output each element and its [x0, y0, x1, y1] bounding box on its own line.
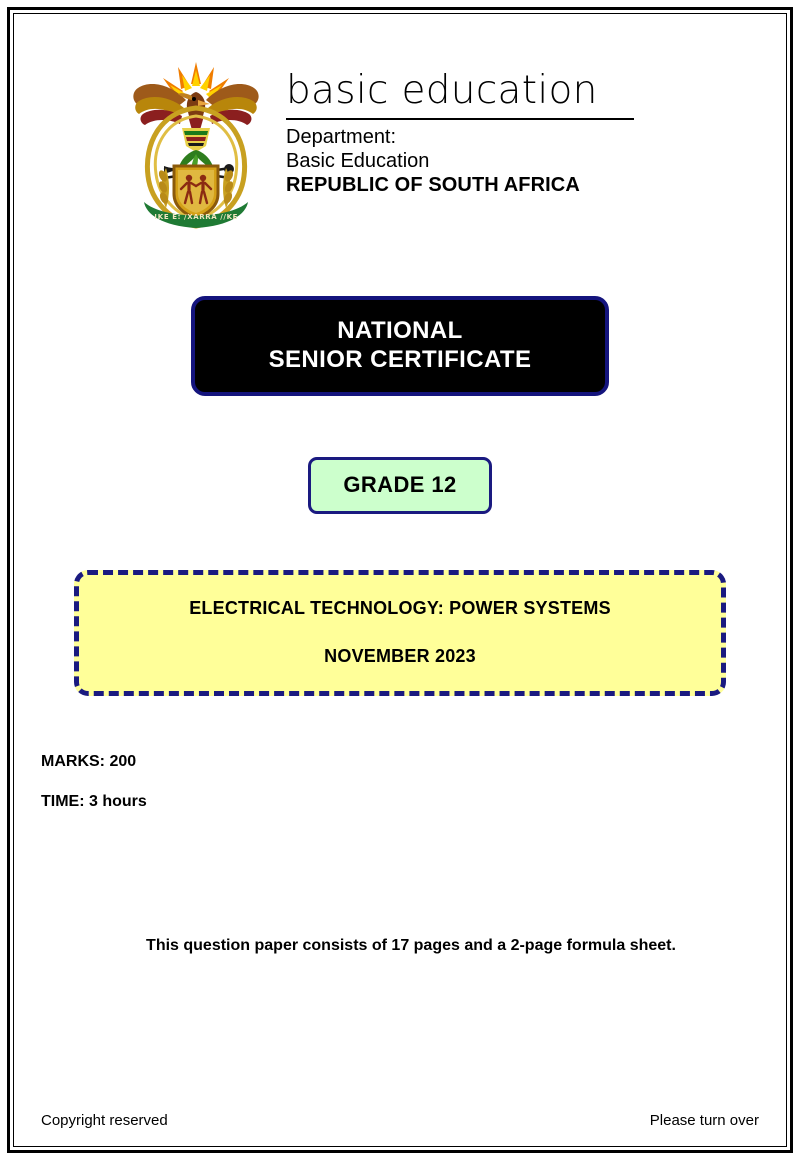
- page-content: [20, 20, 780, 1140]
- grade-box: [308, 457, 492, 514]
- grade-label: GRADE 12: [343, 472, 457, 497]
- department-line-1: Department:: [286, 126, 397, 148]
- certificate-line-1: NATIONAL: [337, 317, 463, 344]
- page-count-note-text: This question paper consists of 17 pages and a 2-page formula sheet.: [146, 937, 676, 954]
- grade-section: [20, 457, 780, 514]
- department-line-3: REPUBLIC OF SOUTH AFRICA: [286, 174, 580, 196]
- south-african-coat-of-arms-icon: [130, 56, 262, 232]
- brand-title: basic education: [286, 68, 598, 113]
- document-header: [20, 20, 780, 232]
- subject-section: [20, 570, 780, 696]
- subject-box: [74, 570, 726, 696]
- subject-title: ELECTRICAL TECHNOLOGY: POWER SYSTEMS: [189, 598, 611, 618]
- svg-text:!KE E: /XARRA //KE: !KE E: /XARRA //KE: [154, 213, 238, 221]
- page-count-note: [20, 936, 780, 956]
- page-footer: [41, 1112, 759, 1130]
- turn-over-text: Please turn over: [649, 1112, 759, 1129]
- copyright-text: Copyright reserved: [41, 1112, 168, 1129]
- certificate-line-2: SENIOR CERTIFICATE: [268, 346, 532, 373]
- exam-meta-block: [20, 752, 780, 812]
- department-line-2: Basic Education: [286, 150, 430, 172]
- certificate-box: [191, 296, 609, 396]
- subject-date: NOVEMBER 2023: [324, 646, 476, 666]
- brand-rule: [286, 118, 634, 120]
- time-line: TIME: 3 hours: [41, 793, 147, 810]
- brand-block: [286, 54, 634, 197]
- page-bottom-bar: [13, 1150, 787, 1153]
- marks-line: MARKS: 200: [41, 753, 137, 770]
- certificate-section: [20, 296, 780, 396]
